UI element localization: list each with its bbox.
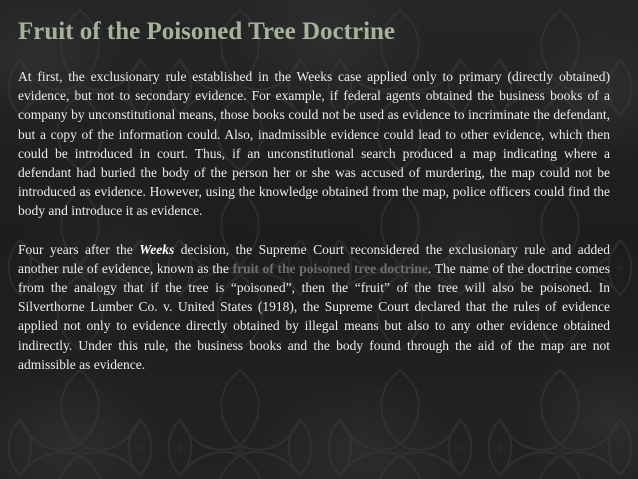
slide-title: Fruit of the Poisoned Tree Doctrine bbox=[18, 18, 396, 45]
paragraph-2 bbox=[18, 240, 610, 374]
paragraph-2-lead: Four years after the bbox=[18, 241, 140, 257]
paragraph-2-middle: decision, the Supreme Court reconsidered the exclusionary rule and added another rule of evidence, known as the bbox=[18, 241, 610, 276]
paragraph-2-end: . The name of the doctrine comes from the analogy that if the tree is “poisoned”, then the “fruit” of the tree will also be poisoned. In Silverthorne Lumber Co. v. United States (1918), the Supreme Court declared that the rules of evidence applied not only to evidence directly obtained by illegal means but also to any other evidence obtained indirectly. Under this rule, the business books and the body found through the aid of the map are not admissible as evidence. bbox=[18, 260, 611, 372]
slide-body bbox=[18, 67, 610, 374]
doctrine-name-highlight: fruit of the poisoned tree doctrine bbox=[232, 260, 428, 276]
case-name-emphasis: Weeks bbox=[139, 241, 175, 257]
paragraph-1: At first, the exclusionary rule established in the Weeks case applied only to primary (directly obtained) evidence, but not to secondary evidence. For example, if federal agents obtained the business books of a company by unconstitutional means, those books could not be used as evidence to incriminate the defendant, but a copy of the information could. Also, inadmissible evidence could lead to other evidence, which then could be introduced in court. Thus, if an unconstitutional search produced a map indicating where a defendant had buried the body of the person her or she was accused of murdering, the map could not be introduced as evidence. However, using the knowledge obtained from the map, police officers could find the body and introduce it as evidence. bbox=[18, 69, 610, 219]
